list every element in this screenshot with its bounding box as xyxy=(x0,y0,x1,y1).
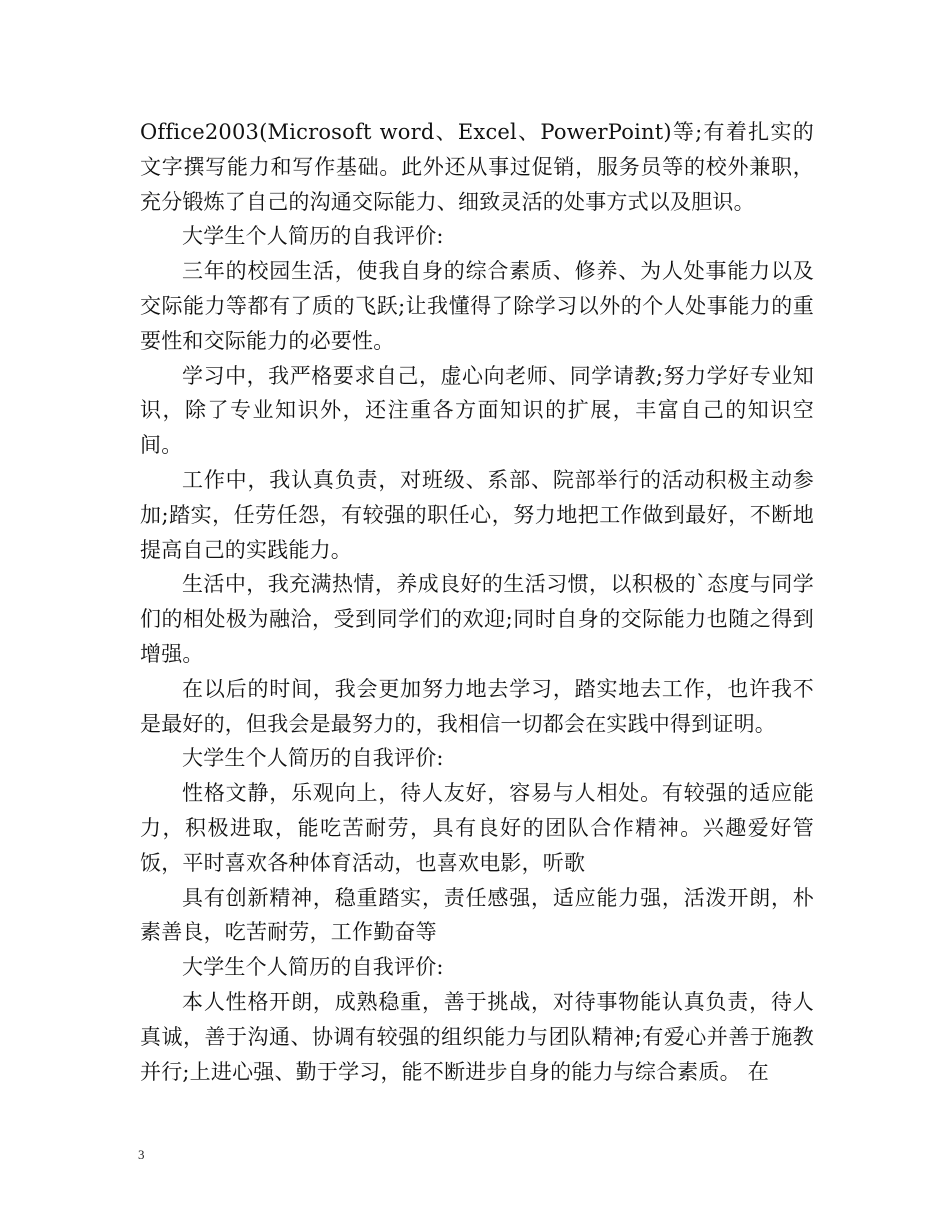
paragraph: 学习中，我严格要求自己，虚心向老师、同学请教;努力学好专业知识，除了专业知识外，还注重各方面知识的扩展，丰富自己的知识空间。 xyxy=(140,363,814,458)
page-number: 3 xyxy=(138,1147,145,1162)
paragraph: 工作中，我认真负责，对班级、系部、院部举行的活动积极主动参加;踏实，任劳任怨，有较强的职任心，努力地把工作做到最好，不断地提高自己的实践能力。 xyxy=(140,467,814,562)
paragraph: 三年的校园生活，使我自身的综合素质、修养、为人处事能力以及交际能力等都有了质的飞跃;让我懂得了除学习以外的个人处事能力的重要性和交际能力的必要性。 xyxy=(140,259,814,353)
section-heading: 大学生个人简历的自我评价: xyxy=(182,224,444,249)
paragraph: 本人性格开朗，成熟稳重，善于挑战，对待事物能认真负责，待人真诚，善于沟通、协调有较强的组织能力与团队精神;有爱心并善于施教并行;上进心强、勤于学习，能不断进步自身的能力与综合素质。 在 xyxy=(140,989,814,1084)
section-heading: 大学生个人简历的自我评价: xyxy=(182,955,444,980)
paragraph: 具有创新精神，稳重踏实，责任感强，适应能力强，活泼开朗，朴素善良，吃苦耐劳，工作勤奋等 xyxy=(140,885,814,945)
paragraph: 生活中，我充满热情，养成良好的生活习惯，以积极的`态度与同学们的相处极为融洽，受到同学们的欢迎;同时自身的交际能力也随之得到增强。 xyxy=(140,572,814,666)
paragraph: 性格文静，乐观向上，待人友好，容易与人相处。有较强的适应能力，积极进取，能吃苦耐劳，具有良好的团队合作精神。兴趣爱好管饭，平时喜欢各种体育活动，也喜欢电影，听歌 xyxy=(140,781,814,875)
document-body xyxy=(140,115,814,1089)
paragraph: 在以后的时间，我会更加努力地去学习，踏实地去工作，也许我不是最好的，但我会是最努力的，我相信一切都会在实践中得到证明。 xyxy=(140,676,814,736)
section-heading: 大学生个人简历的自我评价: xyxy=(182,746,444,771)
paragraph-continuation: Office2003(Microsoft word、Excel、PowerPoint)等;有着扎实的文字撰写能力和写作基础。此外还从事过促销，服务员等的校外兼职，充分锻炼了自己的沟通交际能力、细致灵活的处事方式以及胆识。 xyxy=(140,120,814,214)
